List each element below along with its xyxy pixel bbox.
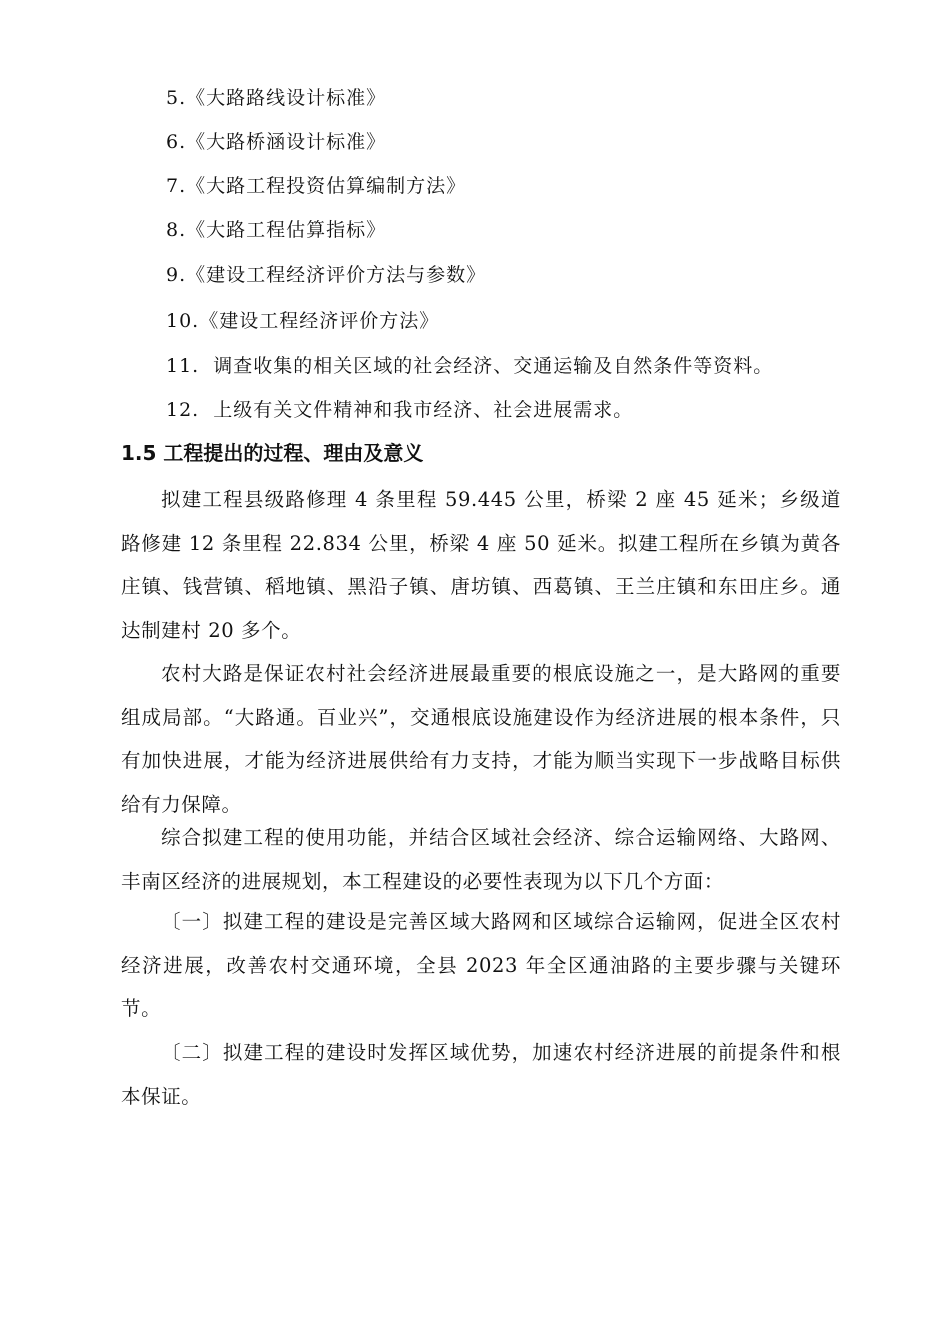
reference-number: 9. (166, 264, 187, 286)
body-paragraph: 〔一〕拟建工程的建设是完善区域大路网和区域综合运输网，促进全区农村经济进展，改善农村交通环境，全县 2023 年全区通油路的主要步骤与关键环节。 (121, 910, 841, 1020)
body-paragraph: 农村大路是保证农村社会经济进展最重要的根底设施之一，是大路网的重要组成局部。“大路通。百业兴”，交通根底设施建设作为经济进展的根本条件，只有加快进展，才能为经济进展供给有力支持，才能为顺当实现下一步战略目标供给有力保障。 (121, 662, 841, 816)
reference-number: 12. (166, 399, 200, 421)
reference-text: 《大路桥涵设计标准》 (186, 131, 387, 153)
reference-number: 11. (166, 355, 200, 377)
reference-item (166, 309, 439, 333)
reference-number: 5. (166, 87, 187, 109)
section-heading: 1.5 工程提出的过程、理由及意义 (121, 441, 424, 465)
reference-item (166, 174, 466, 198)
reference-text: 《建设工程经济评价方法与参数》 (186, 264, 487, 286)
reference-text: 《大路工程投资估算编制方法》 (186, 175, 467, 197)
reference-item (166, 263, 486, 287)
reference-number: 10. (166, 310, 200, 332)
reference-text: 《建设工程经济评价方法》 (199, 310, 440, 332)
body-paragraph: 拟建工程县级路修理 4 条里程 59.445 公里，桥梁 2 座 45 延米；乡级道路修建 12 条里程 22.834 公里，桥梁 4 座 50 延米。拟建工程所在乡镇为黄各庄镇、钱营镇、稻地镇、黑沿子镇、唐坊镇、西葛镇、王兰庄镇和东田庄乡。通达制建村 20 多个。 (121, 488, 841, 642)
reference-number: 8. (166, 219, 187, 241)
reference-text: 《大路路线设计标准》 (186, 87, 387, 109)
reference-text: 调查收集的相关区域的社会经济、交通运输及自然条件等资料。 (213, 355, 774, 377)
reference-number: 7. (166, 175, 187, 197)
reference-number: 6. (166, 131, 187, 153)
reference-item (166, 398, 633, 422)
reference-item (166, 354, 773, 378)
reference-text: 《大路工程估算指标》 (186, 219, 387, 241)
reference-item (166, 130, 386, 154)
body-paragraph: 综合拟建工程的使用功能，并结合区域社会经济、综合运输网络、大路网、丰南区经济的进展规划，本工程建设的必要性表现为以下几个方面： (121, 826, 841, 893)
reference-text: 上级有关文件精神和我市经济、社会进展需求。 (213, 399, 634, 421)
reference-item (166, 218, 386, 242)
reference-item (166, 86, 386, 110)
body-paragraph: 〔二〕拟建工程的建设时发挥区域优势，加速农村经济进展的前提条件和根本保证。 (121, 1041, 841, 1108)
